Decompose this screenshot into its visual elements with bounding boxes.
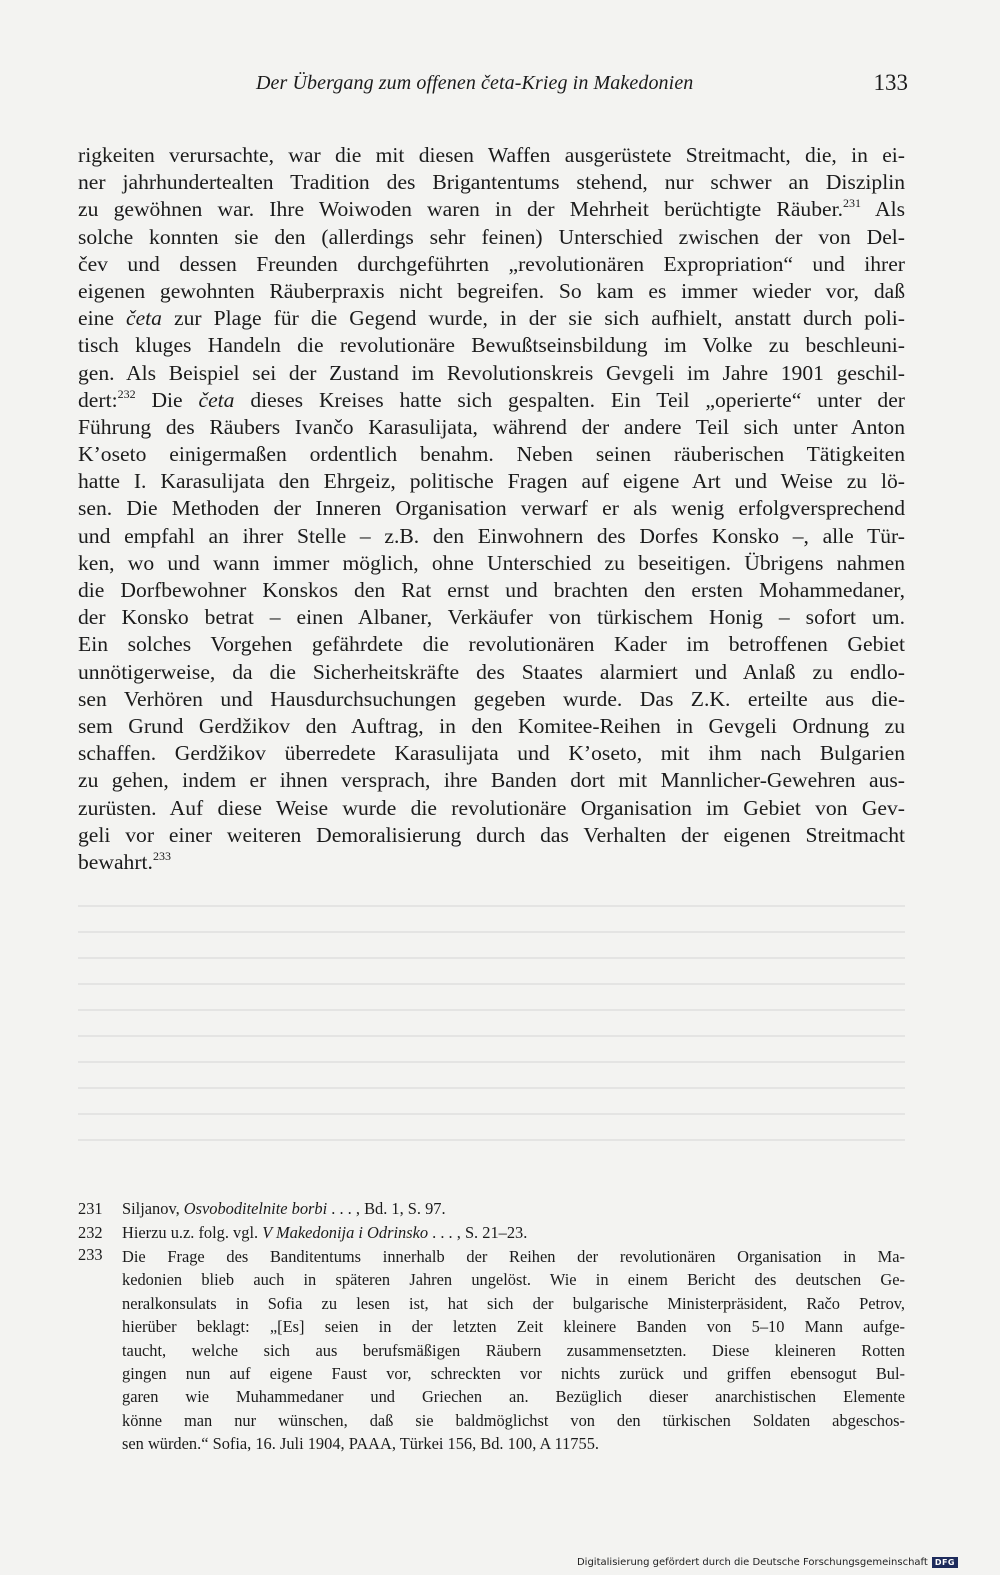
footnote-232: 232 Hierzu u.z. folg. vgl. V Makedonija i Odrinsko . . . , S. 21–23. [78, 1221, 905, 1245]
footnote-line: könne man nur wünschen, daß sie baldmöglichst von den türkischen Soldaten abgeschos- [122, 1410, 905, 1430]
text-line: ner jahrhundertealten Tradition des Brigantentums stehend, nur schwer an Disziplin [78, 170, 905, 195]
text-line: bewahrt.$^{233}$ [78, 848, 171, 874]
show-through-shadow [78, 905, 905, 1165]
running-title: Der Übergang zum offenen četa-Krieg in Makedonien [256, 72, 694, 94]
footnote-ref-231[interactable]: 231 [842, 196, 861, 211]
text-line: sem Grund Gerdžikov den Auftrag, in den Komitee-Reihen in Gevgeli Ordnung zu [78, 713, 905, 738]
text-line: zurüsten. Auf diese Weise wurde die revolutionäre Organisation im Gebiet von Gev- [78, 795, 905, 820]
footnote-line: hierüber beklagt: „[Es] seien in der letzten Zeit kleinere Banden von 5–10 Mann aufge- [122, 1317, 905, 1337]
footnote-line: neralkonsulats in Sofia zu lesen ist, hat sich der bulgarische Ministerpräsident, Račo Petrov, [122, 1293, 905, 1313]
footnote-line: gingen nun auf eigene Faust vor, schreckten vor nichts zurück und griffen ebensogut Bul- [122, 1363, 905, 1383]
footnote-ref-232[interactable]: 232 [117, 386, 136, 401]
footnote-line: Die Frage des Banditentums innerhalb der Reihen der revolutionären Organisation in Ma- [122, 1247, 905, 1266]
text-line: čev und dessen Freunden durchgeführten „revolutionären Expropriation“ und ihrer [78, 251, 905, 276]
credit-text: Digitalisierung gefördert durch die Deutsche Forschungsgemeinschaft [576, 1557, 928, 1568]
footnote-231: 231 Siljanov, Osvoboditelnite borbi . . . , Bd. 1, S. 97. [78, 1197, 905, 1221]
text-line: zu gewöhnen war. Ihre Woiwoden waren in der Mehrheit berüchtigte Räuber.$^{231}$ Als [78, 196, 905, 222]
text-line: gen. Als Beispiel sei der Zustand im Revolutionskreis Gevgeli im Jahre 1901 geschil- [78, 360, 905, 385]
text-line: der Konsko betrat – einen Albaner, Verkäufer von türkischem Honig – sofort um. [78, 605, 905, 630]
footnote-number: 231 [78, 1199, 103, 1218]
text-line: dert:$^{232}$ Die četa dieses Kreises hatte sich gespalten. Ein Teil „operierte“ unter der [78, 386, 905, 412]
text-line: Führung des Räubers Ivančo Karasulijata, während der andere Teil sich unter Anton [78, 414, 905, 439]
digitization-credit [577, 1557, 958, 1568]
footnote-line: kedonien blieb auch in späteren Jahren ungelöst. Wie in einem Bericht des deutschen Ge- [122, 1270, 905, 1290]
text-line: schaffen. Gerdžikov überredete Karasulijata und K’oseto, mit ihm nach Bulgarien [78, 741, 905, 766]
text-line: sen Verhören und Hausdurchsuchungen gegeben wurde. Das Z.K. erteilte aus die- [78, 686, 905, 711]
footnotes [78, 1197, 905, 1456]
text-line: Ein solches Vorgehen gefährdete die revolutionären Kader im betroffenen Gebiet [78, 632, 905, 657]
text-line: solche konnten sie den (allerdings sehr feinen) Unterschied zwischen der von Del- [78, 224, 905, 249]
main-text [78, 142, 905, 876]
text-line: eine četa zur Plage für die Gegend wurde, in der sie sich aufhielt, anstatt durch poli- [78, 306, 905, 331]
text-line: eigenen gewohnten Räuberpraxis nicht begreifen. So kam es immer wieder vor, daß [78, 278, 905, 303]
text-line: K’oseto einigermaßen ordentlich benahm. Neben seinen räuberischen Tätigkeiten [78, 442, 905, 467]
footnote-number: 232 [78, 1223, 103, 1242]
text-line: unnötigerweise, da die Sicherheitskräfte des Staates alarmiert und Anlaß zu endlo- [78, 659, 905, 684]
footnote-ref-233[interactable]: 233 [152, 848, 171, 863]
page-number: 133 [873, 70, 908, 95]
dfg-logo: DFG [932, 1557, 958, 1568]
footnote-233 [78, 1245, 905, 1456]
text-line: zu gehen, indem er ihnen versprach, ihre Banden dort mit Mannlicher-Gewehren aus- [78, 768, 905, 793]
text-line: die Dorfbewohner Konskos den Rat ernst und brachten den ersten Mohammedaner, [78, 578, 905, 602]
text-line: hatte I. Karasulijata den Ehrgeiz, politische Fragen auf eigene Art und Weise zu lö- [78, 469, 905, 494]
text-line: und empfahl an ihrer Stelle – z.B. den Einwohnern des Dorfes Konsko –, alle Tür- [78, 523, 905, 548]
text-line: sen. Die Methoden der Inneren Organisation verwarf er als wenig erfolgversprechend [78, 496, 905, 521]
page-header [78, 70, 908, 104]
text-line: tisch kluges Handeln die revolutionäre Bewußtseinsbildung im Volke zu beschleuni- [78, 333, 905, 358]
text-line: geli vor einer weiteren Demoralisierung durch das Verhalten der eigenen Streitmacht [78, 822, 905, 847]
footnote-line: taucht, welche sich aus berufsmäßigen Räubern zusammensetzten. Diese kleineren Rotten [122, 1340, 905, 1360]
text-line: ken, wo und wann immer möglich, ohne Unterschied zu beseitigen. Übrigens nahmen [78, 550, 905, 575]
footnote-number: 233 [78, 1245, 103, 1264]
text-line: rigkeiten verursachte, war die mit diesen Waffen ausgerüstete Streitmacht, die, in ei- [78, 143, 905, 167]
footnote-line: sen würden.“ Sofia, 16. Juli 1904, PAAA, Türkei 156, Bd. 100, A 11755. [122, 1434, 599, 1454]
footnote-line: garen wie Muhammedaner und Griechen an. Bezüglich dieser anarchistischen Elemente [122, 1387, 905, 1407]
